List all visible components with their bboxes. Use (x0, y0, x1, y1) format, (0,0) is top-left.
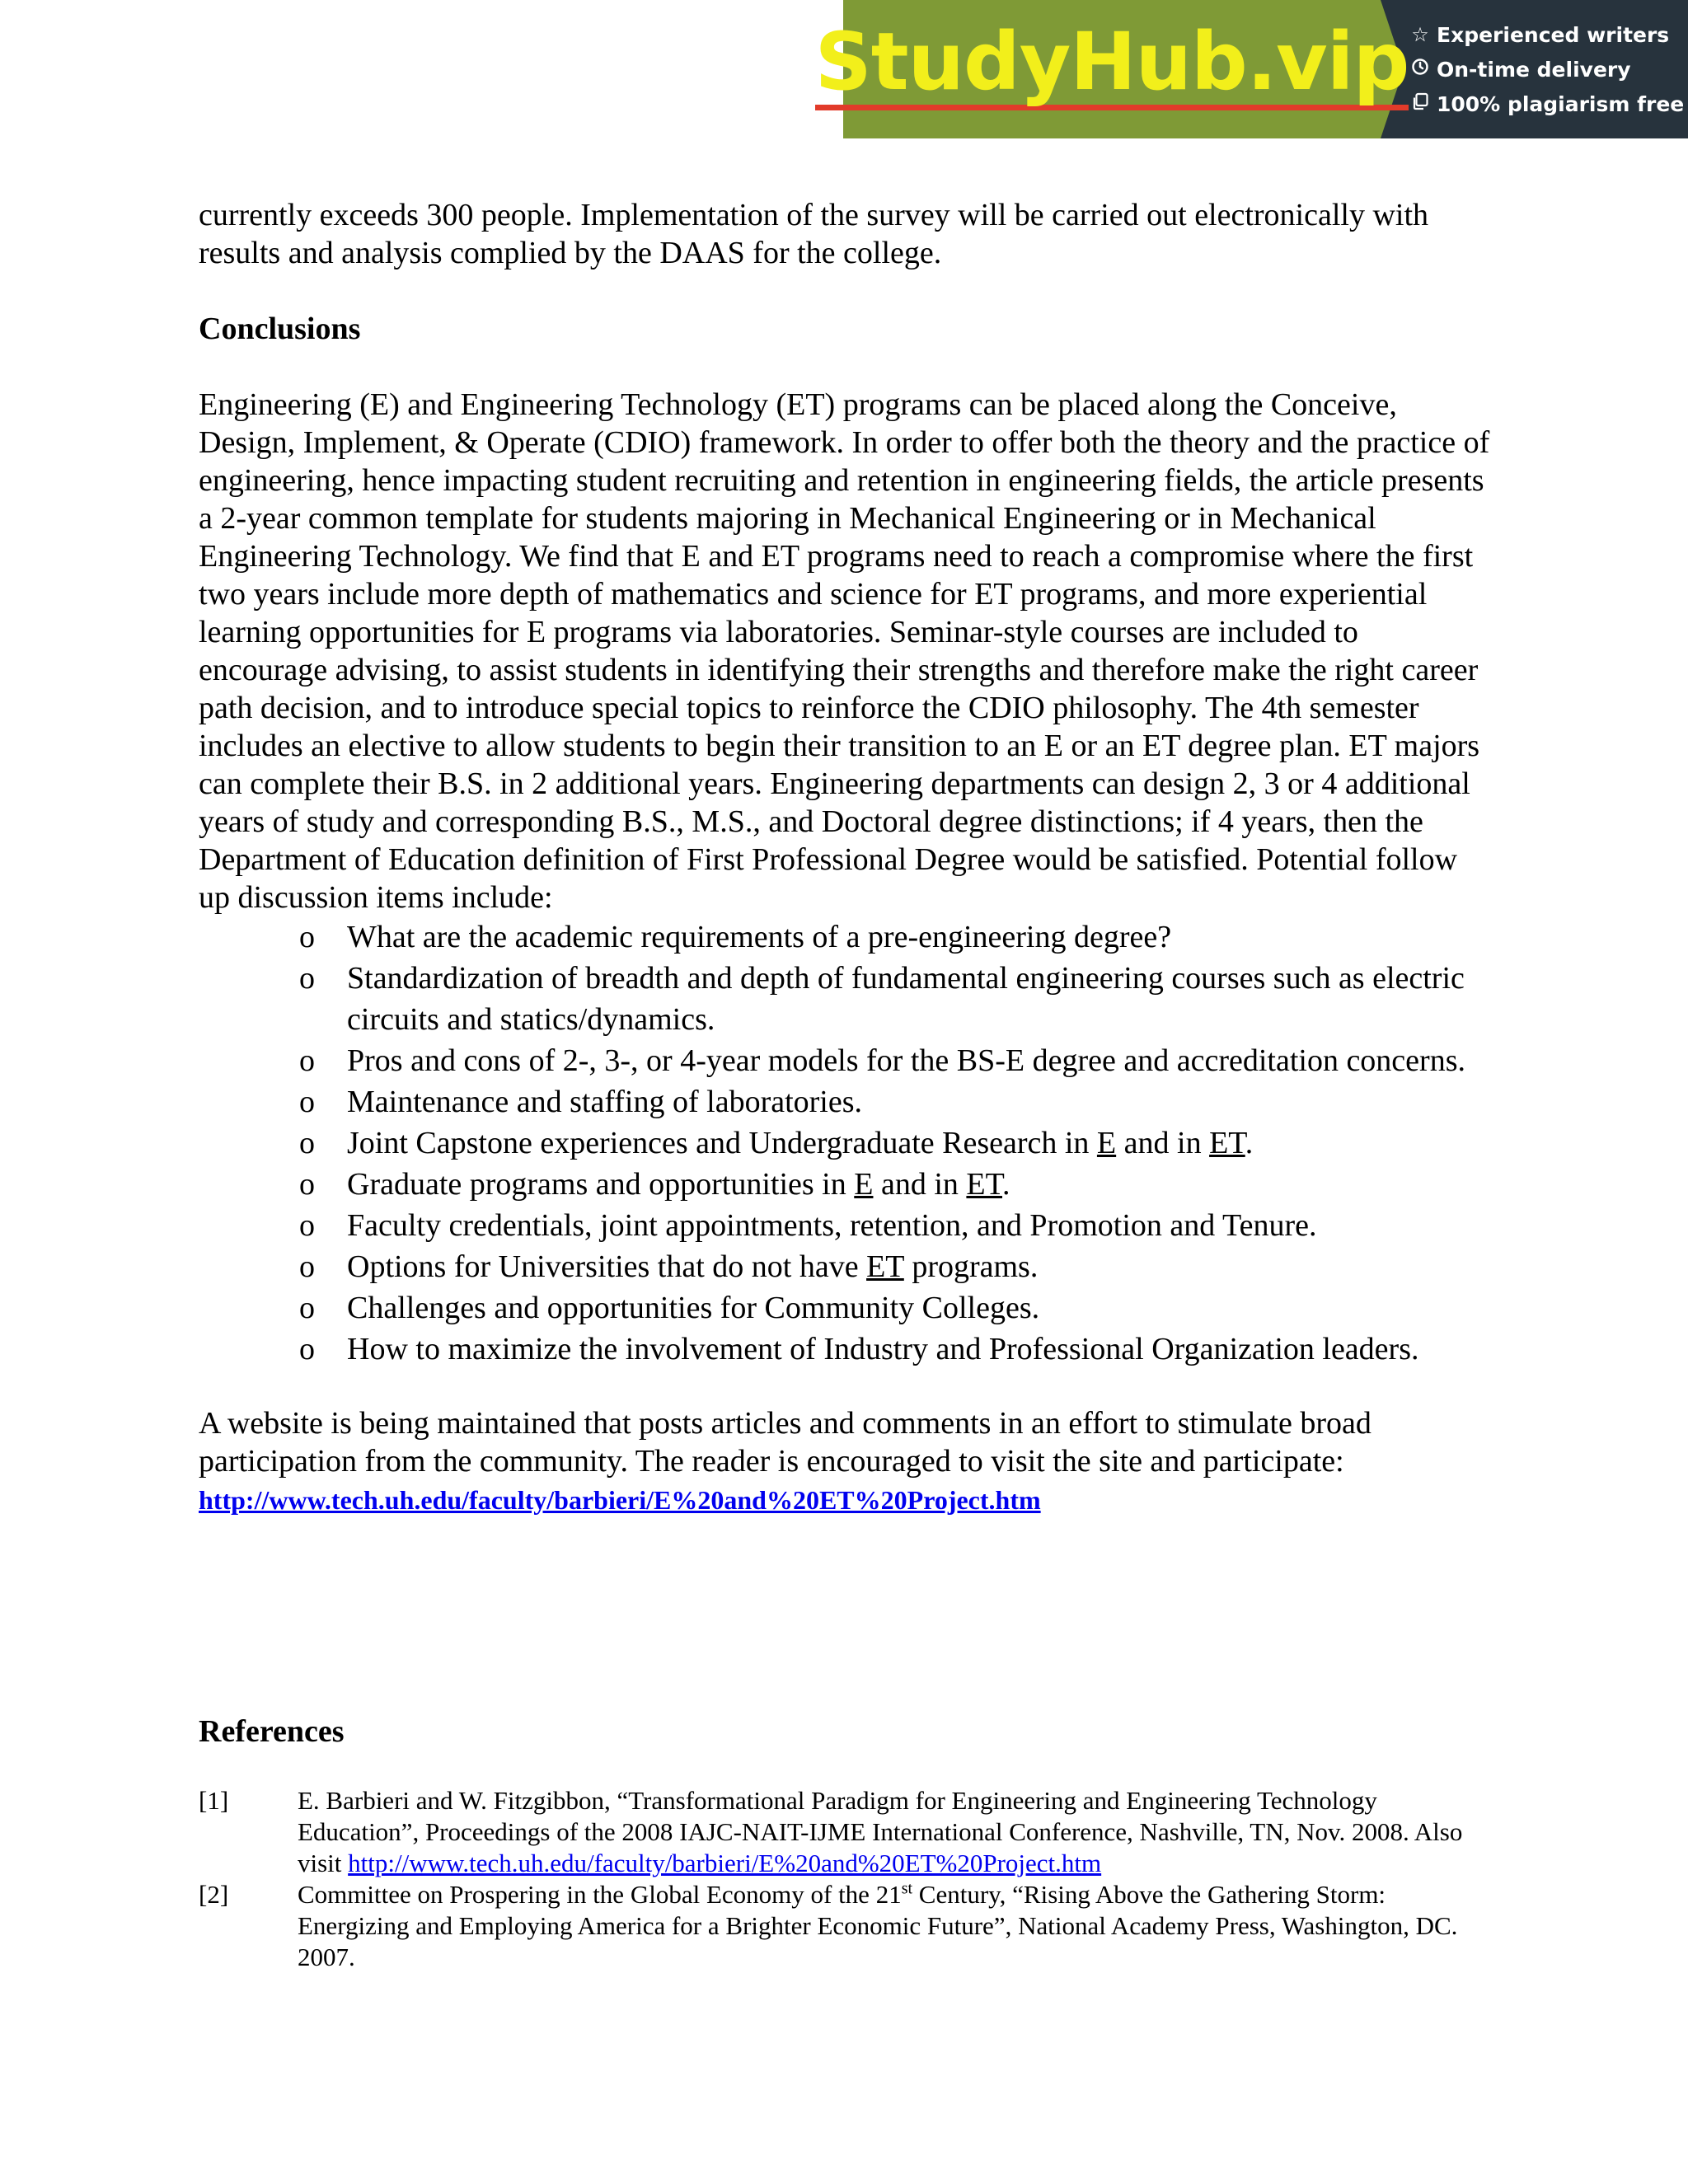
list-item (199, 1205, 1493, 1246)
spacer (199, 272, 1493, 310)
list-item (199, 1122, 1493, 1164)
feature-on-time-delivery (1409, 54, 1688, 84)
project-website-link[interactable]: http://www.tech.uh.edu/faculty/barbieri/E%20and%20ET%20Project.htm (199, 1485, 1041, 1515)
list-item-text: Options for Universities that do not have ET programs. (347, 1249, 1039, 1284)
list-item (199, 916, 1493, 958)
reference-number: [2] (199, 1880, 229, 1909)
discussion-items-list (199, 916, 1493, 1370)
list-item-text: Maintenance and staffing of laboratories. (347, 1085, 863, 1119)
underlined-term: ET (1209, 1126, 1245, 1160)
reference-item (199, 1879, 1493, 1973)
bullet-marker: o (299, 1208, 315, 1243)
conclusions-heading: Conclusions (199, 312, 361, 346)
bullet-marker: o (299, 961, 315, 996)
feature-label: Experienced writers (1437, 22, 1670, 47)
list-item (199, 1287, 1493, 1329)
feature-label: On-time delivery (1437, 57, 1631, 82)
list-item-text: Standardization of breadth and depth of fundamental engineering courses such as electric circuits and statics/dynamics. (347, 961, 1465, 1037)
brand-name: StudyHub.vip (815, 22, 1409, 110)
bullet-marker: o (299, 1167, 315, 1202)
feature-label: 100% plagiarism free (1437, 91, 1685, 116)
spacer (199, 1370, 1493, 1404)
list-item (199, 1246, 1493, 1287)
list-item (199, 1081, 1493, 1122)
list-item (199, 1329, 1493, 1370)
bullet-marker: o (299, 1291, 315, 1325)
bullet-marker: o (299, 1332, 315, 1366)
clock-icon (1409, 58, 1432, 81)
list-item-text: Faculty credentials, joint appointments, retention, and Promotion and Tenure. (347, 1208, 1317, 1243)
references-section (199, 1713, 1493, 1973)
bullet-marker: o (299, 1043, 315, 1078)
list-item (199, 1164, 1493, 1205)
star-outline-icon: ☆ (1411, 23, 1429, 46)
copy-icon (1409, 92, 1432, 115)
bullet-marker: o (299, 1249, 315, 1284)
list-item-text: How to maximize the involvement of Industry and Professional Organization leaders. (347, 1332, 1419, 1366)
list-item-text: Graduate programs and opportunities in E and in ET. (347, 1167, 1010, 1202)
feature-list (1404, 0, 1688, 138)
list-item (199, 1040, 1493, 1081)
reference-text: Committee on Prospering in the Global Economy of the 21st Century, “Rising Above the Gathering Storm: Energizing and Employing America for a Brighter Economic Future”, National Academy Press, Washington, DC. 2007. (298, 1879, 1458, 1971)
brand-logo[interactable] (814, 0, 1409, 138)
bullet-marker: o (299, 1126, 315, 1160)
list-item-text: What are the academic requirements of a pre-engineering degree? (347, 920, 1172, 954)
feature-plagiarism-free (1409, 89, 1688, 119)
feature-experienced-writers (1409, 20, 1688, 49)
references-heading: References (199, 1714, 345, 1749)
reference-number: [1] (199, 1786, 229, 1815)
underlined-term: ET (966, 1167, 1003, 1202)
studyhub-banner[interactable] (814, 0, 1688, 138)
list-item-text: Joint Capstone experiences and Undergraduate Research in E and in ET. (347, 1126, 1254, 1160)
underlined-term: ET (866, 1249, 904, 1284)
spacer (199, 348, 1493, 386)
reference-text: E. Barbieri and W. Fitzgibbon, “Transformational Paradigm for Engineering and Engineering Technology Education”, Proceedings of the 2008 IAJC-NAIT-IJME International Conference, Nashville, TN, Nov. 2008. Also visit http://www.tech.uh.edu/faculty/barbieri/E%20and%20ET%20Project.htm (298, 1786, 1463, 1877)
website-paragraph: A website is being maintained that posts articles and comments in an effort to stimulate broad participation from the community. The reader is encouraged to visit the site and participate: (199, 1406, 1372, 1479)
conclusions-paragraph: Engineering (E) and Engineering Technology (ET) programs can be placed along the Conceive, Design, Implement, & Operate (CDIO) framework. In order to offer both the theory and the practice of engineering, hence impacting student recruiting and retention in engineering fields, the article presents a 2-year common template for students majoring in Mechanical Engineering or in Mechanical Engineering Technology. We find that E and ET programs need to reach a compromise where the first two years include more depth of mathematics and science for ET programs, and more experiential learning opportunities for E programs via laboratories. Seminar-style courses are included to encourage advising, to assist students in identifying their strengths and therefore make the right career path decision, and to introduce special topics to reinforce the CDIO philosophy. The 4th semester includes an elective to allow students to begin their transition to an E or an ET degree plan. ET majors can complete their B.S. in 2 additional years. Engineering departments can design 2, 3 or 4 additional years of study and corresponding B.S., M.S., and Doctoral degree distinctions; if 4 years, then the Department of Education definition of First Professional Degree would be satisfied. Potential follow up discussion items include: (199, 387, 1490, 915)
list-item-text: Pros and cons of 2-, 3-, or 4-year models for the BS-E degree and accreditation concerns. (347, 1043, 1465, 1078)
reference-item (199, 1785, 1493, 1879)
reference-link[interactable]: http://www.tech.uh.edu/faculty/barbieri/E%20and%20ET%20Project.htm (348, 1849, 1102, 1877)
list-item-text: Challenges and opportunities for Community Colleges. (347, 1291, 1040, 1325)
underlined-term: E (1096, 1126, 1117, 1160)
document-body (199, 196, 1493, 1518)
underlined-term: E (854, 1167, 874, 1202)
superscript: st (901, 1879, 913, 1898)
list-item (199, 958, 1493, 1040)
bullet-marker: o (299, 1085, 315, 1119)
reference-list (199, 1785, 1493, 1973)
bullet-marker: o (299, 920, 315, 954)
intro-paragraph: currently exceeds 300 people. Implementation of the survey will be carried out electronically with results and analysis complied by the DAAS for the college. (199, 198, 1429, 270)
